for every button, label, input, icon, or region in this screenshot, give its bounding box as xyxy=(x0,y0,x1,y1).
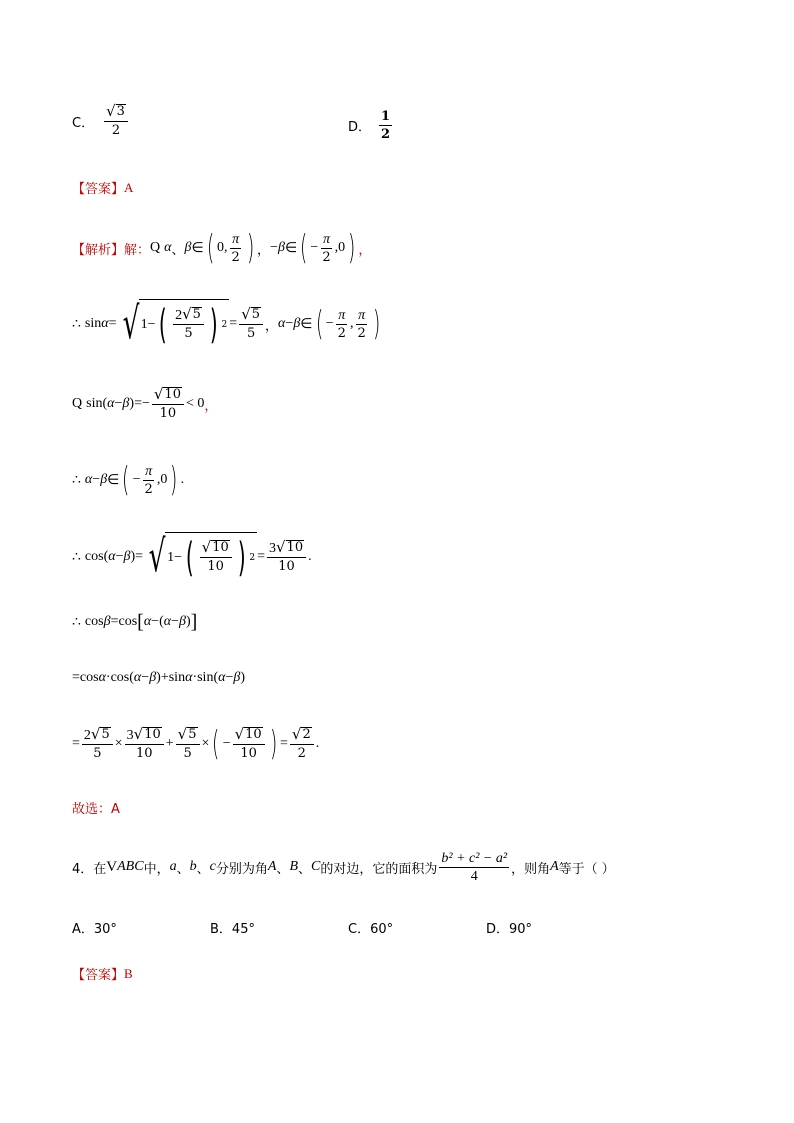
option-4-b: B．45° xyxy=(210,922,255,937)
analysis-line-1: 【解析】 解： Q α 、 β ∈ ( 0 , $\frac{\pi}{2}$ ) ， − β ∈ ( − $\frac{\pi}{2}$ , 0 ) ， xyxy=(72,228,372,268)
option-4-c: C．60° xyxy=(348,922,394,937)
choose-line xyxy=(72,798,120,817)
analysis-line-6: ∴ cos β =cos [ α −( α − β ) ] xyxy=(72,610,198,633)
option-c-fraction: √ 3 2 xyxy=(104,104,128,139)
question-4: 4．在 V ABC 中， a 、 b 、 c 分别为角 A 、 B 、 C 的对边，它的面积为 $\frac{\text{b² + c² − a²}}{4}$ ，则角 A 等于（ ） xyxy=(72,850,615,884)
option-d-fraction: $\frac{1}{2}$ xyxy=(381,109,391,142)
option-d xyxy=(348,108,394,143)
option-d-label: D． xyxy=(348,120,372,135)
answer-label-2: 【答案】 xyxy=(72,968,125,983)
answer-value: A xyxy=(124,179,134,195)
analysis-line-2: ∴ sin α = √ 1− ( 2 √ 5 5 ) 2 = √ 5 5 ， α − β ∈ ( − $\frac{\pi}{2}$ , $\frac{\pi}{2}$ ) xyxy=(72,298,381,349)
analysis-intro: 解： xyxy=(124,242,151,258)
option-4-d: D．90° xyxy=(486,922,533,937)
choose-text: 故选：A xyxy=(72,802,120,817)
analysis-line-8: = 2 √ 5 5 × 3 √ 10 10 + √ 5 5 × ( − √ 10 10 ) = √ 2 2 . xyxy=(72,724,320,764)
option-c xyxy=(72,104,130,139)
analysis-label: 【解析】 xyxy=(72,242,125,258)
analysis-line-5: ∴ cos( α − β )= √ 1− ( √ 10 10 ) 2 = 3 √ 10 10 . xyxy=(72,531,312,582)
option-c-label: C． xyxy=(72,116,95,131)
analysis-line-3: Q sin ( α − β ) =− √ 10 10 < 0 ， xyxy=(72,384,218,421)
analysis-line-4: ∴ α − β ∈ ( − $\frac{\pi}{2}$ , 0 ) . xyxy=(72,460,185,500)
answer-line-2 xyxy=(72,964,133,983)
answer-label: 【答案】 xyxy=(72,182,125,197)
option-4-a: A．30° xyxy=(72,922,117,937)
answer-value-2: B xyxy=(124,965,133,981)
answer-line-1 xyxy=(72,178,133,197)
analysis-line-7: =cos α ·cos( α − β )+sin α ·sin( α − β ) xyxy=(72,670,246,685)
